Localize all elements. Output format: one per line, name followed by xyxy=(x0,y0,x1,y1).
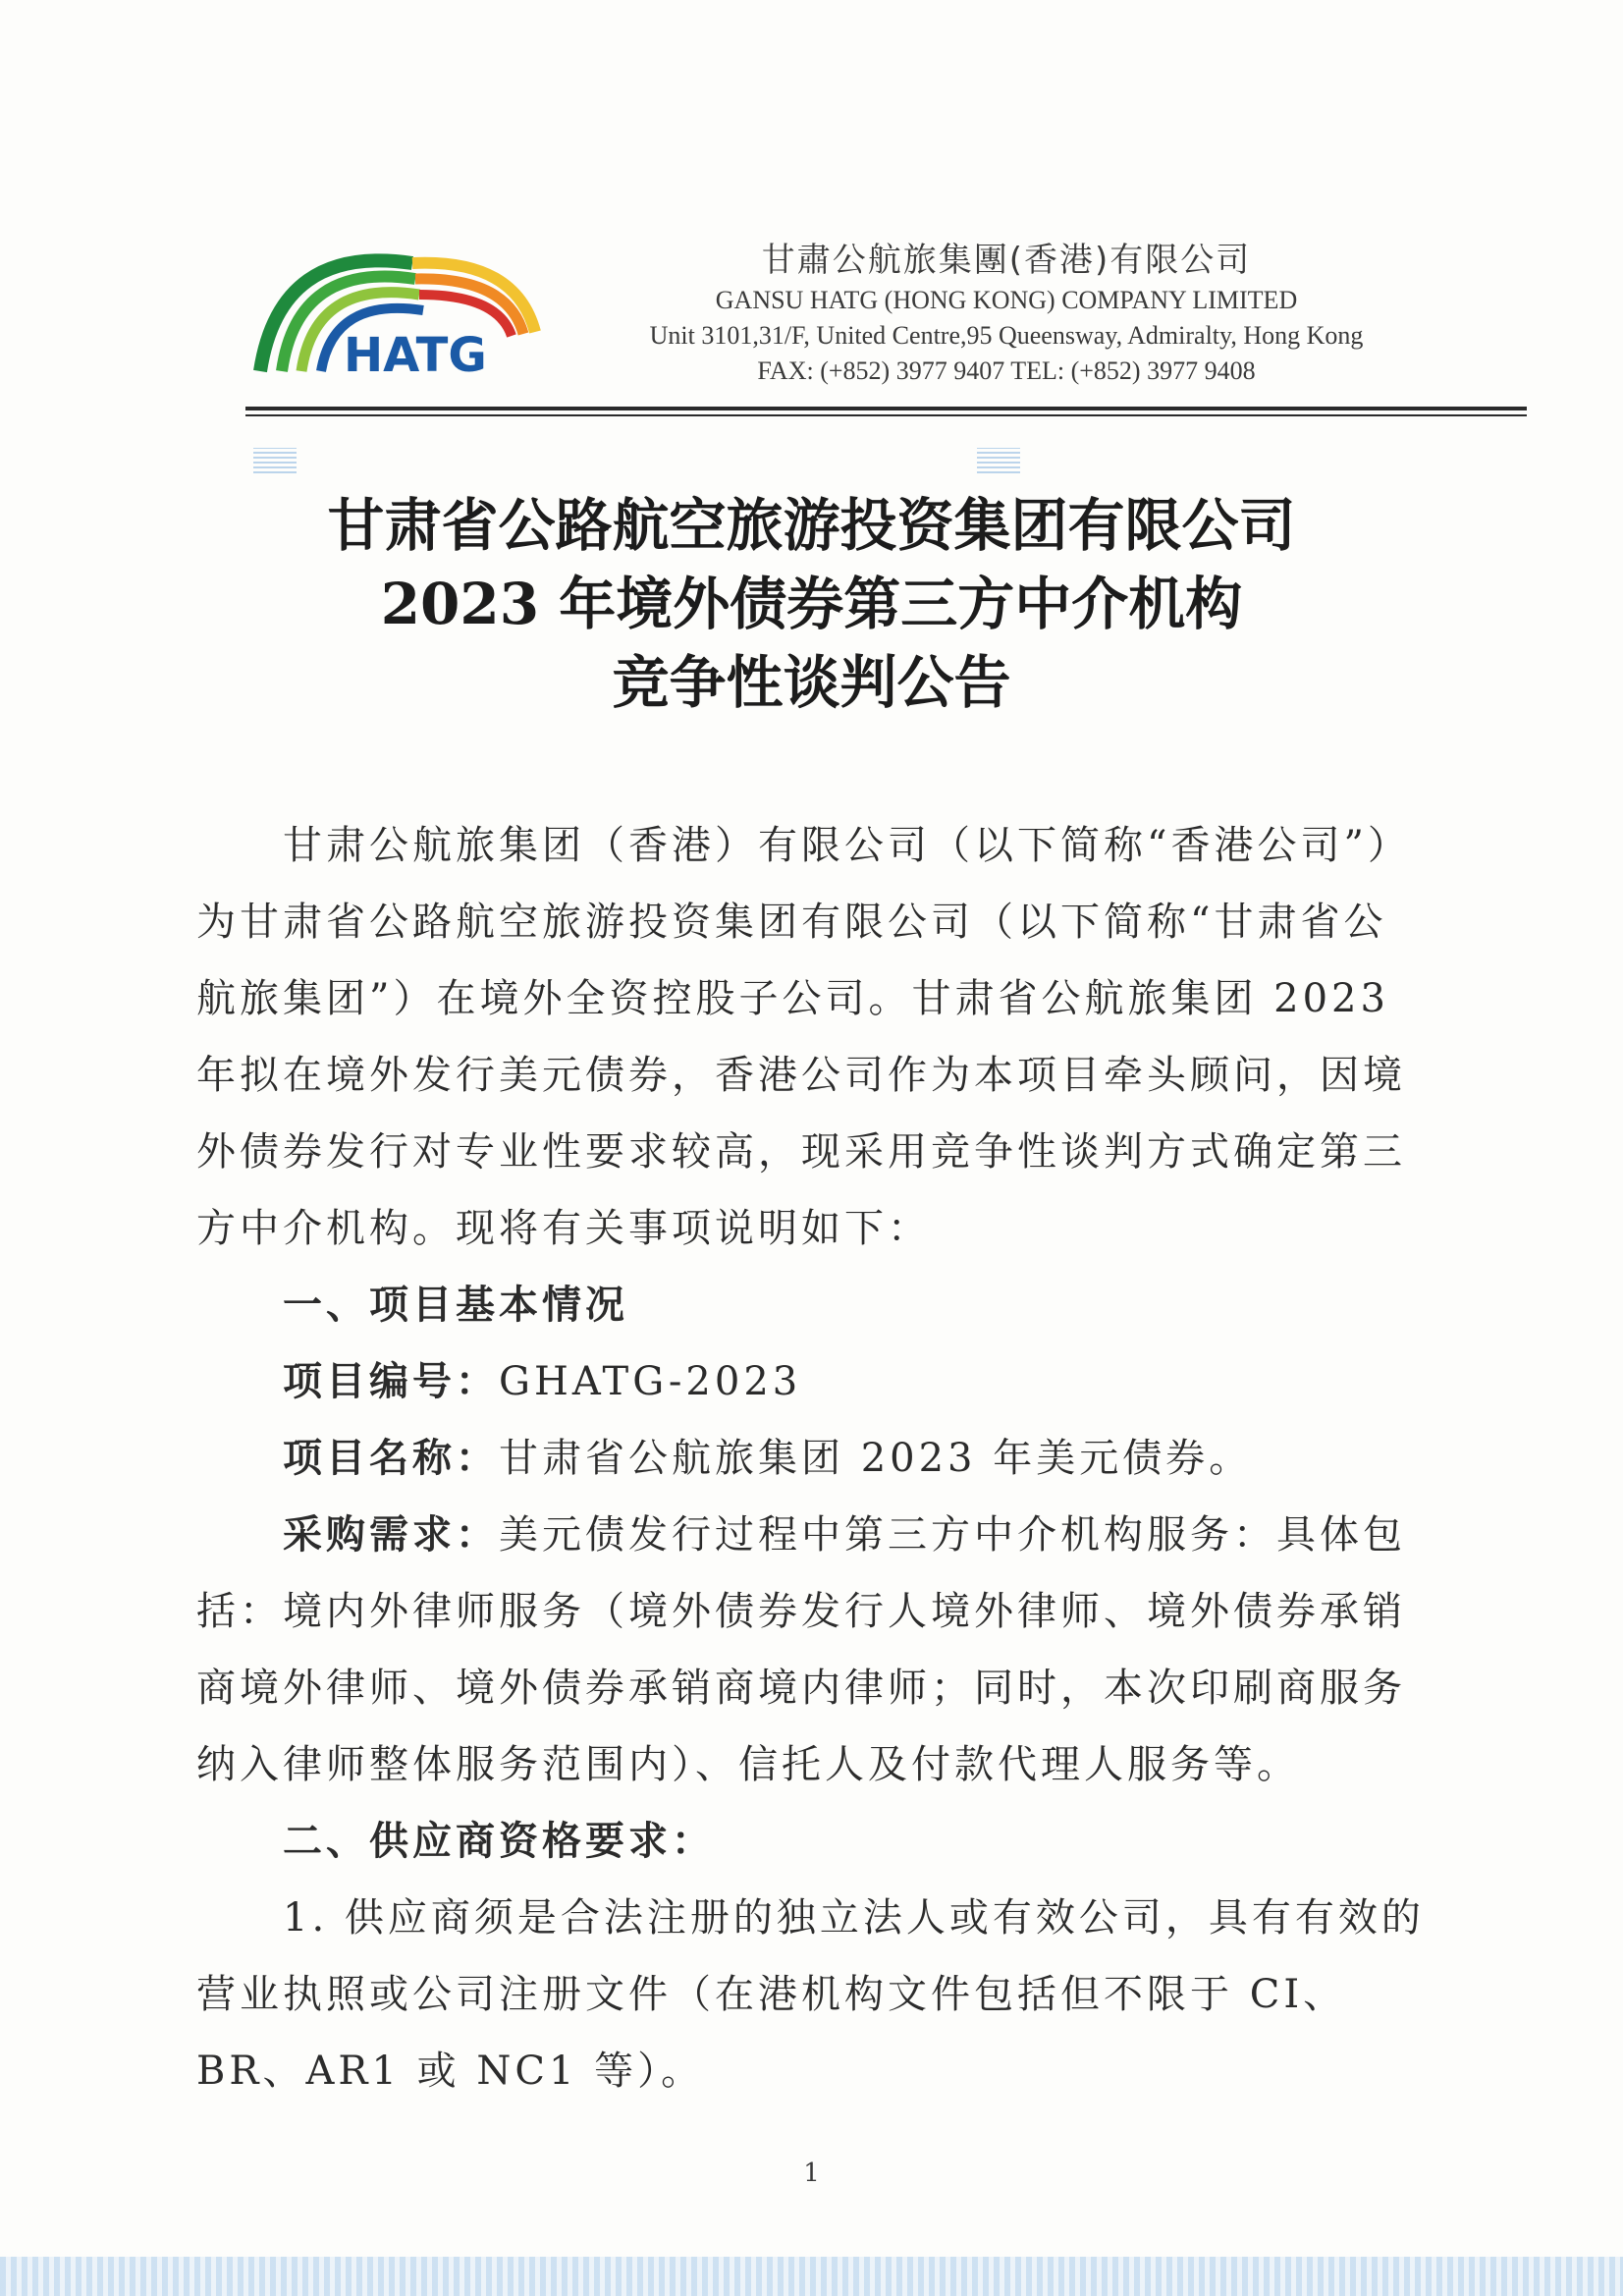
project-name-value: 甘肃省公航旅集团 2023 年美元债券。 xyxy=(499,1436,1253,1481)
procurement-requirement-label: 采购需求： xyxy=(283,1511,499,1558)
logo-text: HATG xyxy=(344,328,487,383)
qualification-item-1: 1. 供应商须是合法注册的独立法人或有效公司，具有有效的营业执照或公司注册文件（在港机构文件包括但不限于 CI、BR、AR1 或 NC1 等）。 xyxy=(196,1895,1425,2094)
project-number xyxy=(196,1343,1427,1420)
intro-paragraph: 甘肃公航旅集团（香港）有限公司（以下简称“香港公司”）为甘肃省公路航空旅游投资集团有限公司（以下简称“甘肃省公航旅集团”）在境外全资控股子公司。甘肃省公航旅集团 2023 年拟在境外发行美元债券，香港公司作为本项目牵头顾问，因境外债券发行对专业性要求较高，现采用竞争性谈判方式确定第三方中介机构。现将有关事项说明如下： xyxy=(196,823,1411,1251)
company-name-cn: 甘肅公航旅集團(香港)有限公司 xyxy=(761,241,1252,280)
document-body xyxy=(196,807,1427,2109)
title-line-1: 甘肃省公路航空旅游投资集团有限公司 xyxy=(327,492,1296,559)
project-number-value: GHATG-2023 xyxy=(499,1359,802,1404)
scan-edge-strip xyxy=(0,2257,1623,2296)
company-contact: FAX: (+852) 3977 9407 TEL: (+852) 3977 9408 xyxy=(757,356,1256,385)
project-name xyxy=(196,1420,1427,1497)
section-2-heading: 二、供应商资格要求： xyxy=(283,1818,715,1864)
letterhead-text xyxy=(579,238,1434,389)
procurement-requirement-value: 美元债发行过程中第三方中介机构服务：具体包括：境内外律师服务（境外债券发行人境外律师、境外债券承销商境外律师、境外债券承销商境内律师；同时，本次印刷商服务纳入律师整体服务范围内）、信托人及付款代理人服务等。 xyxy=(196,1512,1406,1787)
hatg-logo xyxy=(241,224,565,391)
title-line-2: 2023 年境外债券第三方中介机构 xyxy=(380,571,1243,637)
scan-mark xyxy=(977,448,1020,473)
letterhead-divider-thin xyxy=(245,414,1527,416)
scan-mark xyxy=(253,448,297,473)
company-address: Unit 3101,31/F, United Centre,95 Queensway, Admiralty, Hong Kong xyxy=(649,321,1364,350)
company-name-en: GANSU HATG (HONG KONG) COMPANY LIMITED xyxy=(715,286,1298,314)
project-name-label: 项目名称： xyxy=(283,1435,499,1481)
page-number: 1 xyxy=(803,2159,820,2188)
section-1-heading: 一、项目基本情况 xyxy=(283,1282,628,1328)
document-title xyxy=(196,486,1427,722)
procurement-requirement xyxy=(196,1497,1427,1803)
project-number-label: 项目编号： xyxy=(283,1358,499,1404)
letterhead-divider-thick xyxy=(245,407,1527,410)
title-line-3: 竞争性谈判公告 xyxy=(612,649,1011,716)
